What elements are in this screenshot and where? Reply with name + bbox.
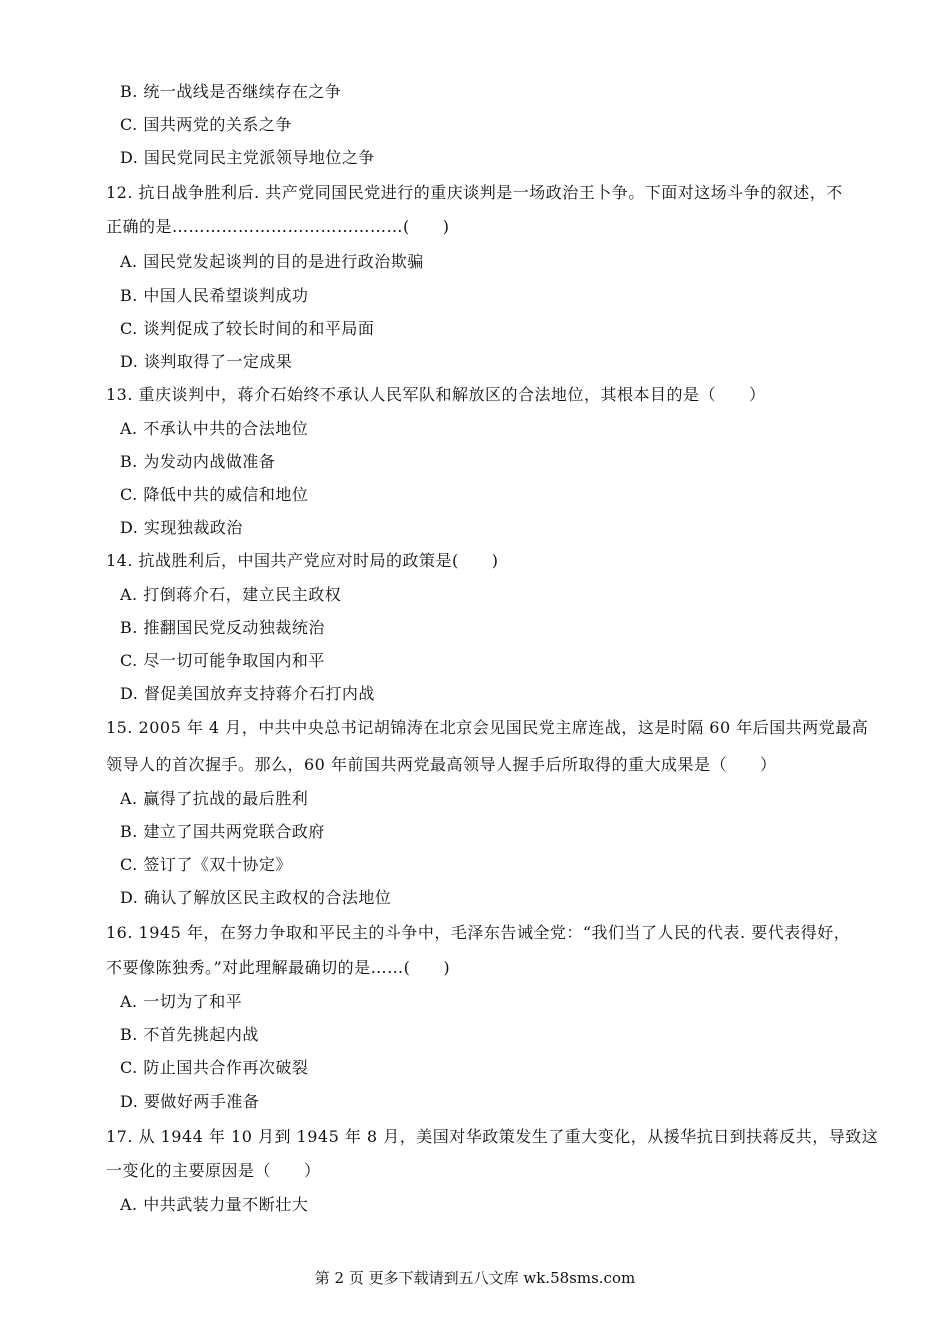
- option-line: C. 谈判促成了较长时间的和平局面: [120, 319, 375, 338]
- option-line: C. 国共两党的关系之争: [120, 115, 292, 134]
- question-16-continued: 不要像陈独秀。”对此理解最确切的是……( ): [106, 958, 451, 977]
- option-line: C. 签订了《双十协定》: [120, 855, 292, 874]
- option-line: A. 一切为了和平: [120, 992, 243, 1011]
- option-line: B. 建立了国共两党联合政府: [120, 822, 325, 841]
- option-line: C. 尽一切可能争取国内和平: [120, 651, 325, 670]
- option-line: D. 督促美国放弃支持蒋介石打内战: [120, 684, 375, 703]
- option-line: B. 统一战线是否继续存在之争: [120, 82, 342, 101]
- question-12-continued: 正确的是……………………………………( ): [106, 217, 450, 236]
- question-15-continued: 领导人的首次握手。那么，60 年前国共两党最高领导人握手后所取得的重大成果是（ ）: [106, 755, 777, 774]
- option-line: D. 实现独裁政治: [120, 518, 243, 537]
- option-line: D. 要做好两手准备: [120, 1092, 260, 1111]
- option-line: C. 降低中共的威信和地位: [120, 485, 309, 504]
- option-line: D. 国民党同民主党派领导地位之争: [120, 148, 375, 167]
- question-16: 16. 1945 年，在努力争取和平民主的斗争中，毛泽东告诫全党：“我们当了人民的代表. 要代表得好，: [106, 923, 851, 942]
- option-line: B. 为发动内战做准备: [120, 452, 276, 471]
- question-13: 13. 重庆谈判中，蒋介石始终不承认人民军队和解放区的合法地位，其根本目的是（ ）: [106, 385, 766, 404]
- page-footer: 第 2 页 更多下载请到五八文库 wk.58sms.com: [314, 1269, 636, 1287]
- option-line: D. 谈判取得了一定成果: [120, 352, 293, 371]
- option-line: A. 中共武装力量不断壮大: [120, 1195, 309, 1214]
- question-12: 12. 抗日战争胜利后. 共产党同国民党进行的重庆谈判是一场政治王卜争。下面对这场斗争的叙述，不: [106, 183, 843, 202]
- option-line: A. 打倒蒋介石，建立民主政权: [120, 585, 342, 604]
- question-17: 17. 从 1944 年 10 月到 1945 年 8 月，美国对华政策发生了重大变化，从援华抗日到扶蒋反共，导致这: [106, 1127, 879, 1146]
- option-line: A. 赢得了抗战的最后胜利: [120, 789, 309, 808]
- option-line: B. 推翻国民党反动独裁统治: [120, 618, 325, 637]
- option-line: B. 中国人民希望谈判成功: [120, 286, 309, 305]
- question-14: 14. 抗战胜利后，中国共产党应对时局的政策是( ): [106, 551, 499, 570]
- option-line: D. 确认了解放区民主政权的合法地位: [120, 888, 392, 907]
- option-line: B. 不首先挑起内战: [120, 1025, 259, 1044]
- option-line: A. 不承认中共的合法地位: [120, 419, 309, 438]
- question-15: 15. 2005 年 4 月，中共中央总书记胡锦涛在北京会见国民党主席连战，这是时隔 60 年后国共两党最高: [106, 718, 869, 737]
- question-17-continued: 一变化的主要原因是（ ）: [106, 1161, 321, 1180]
- option-line: A. 国民党发起谈判的目的是进行政治欺骗: [120, 252, 424, 271]
- option-line: C. 防止国共合作再次破裂: [120, 1058, 309, 1077]
